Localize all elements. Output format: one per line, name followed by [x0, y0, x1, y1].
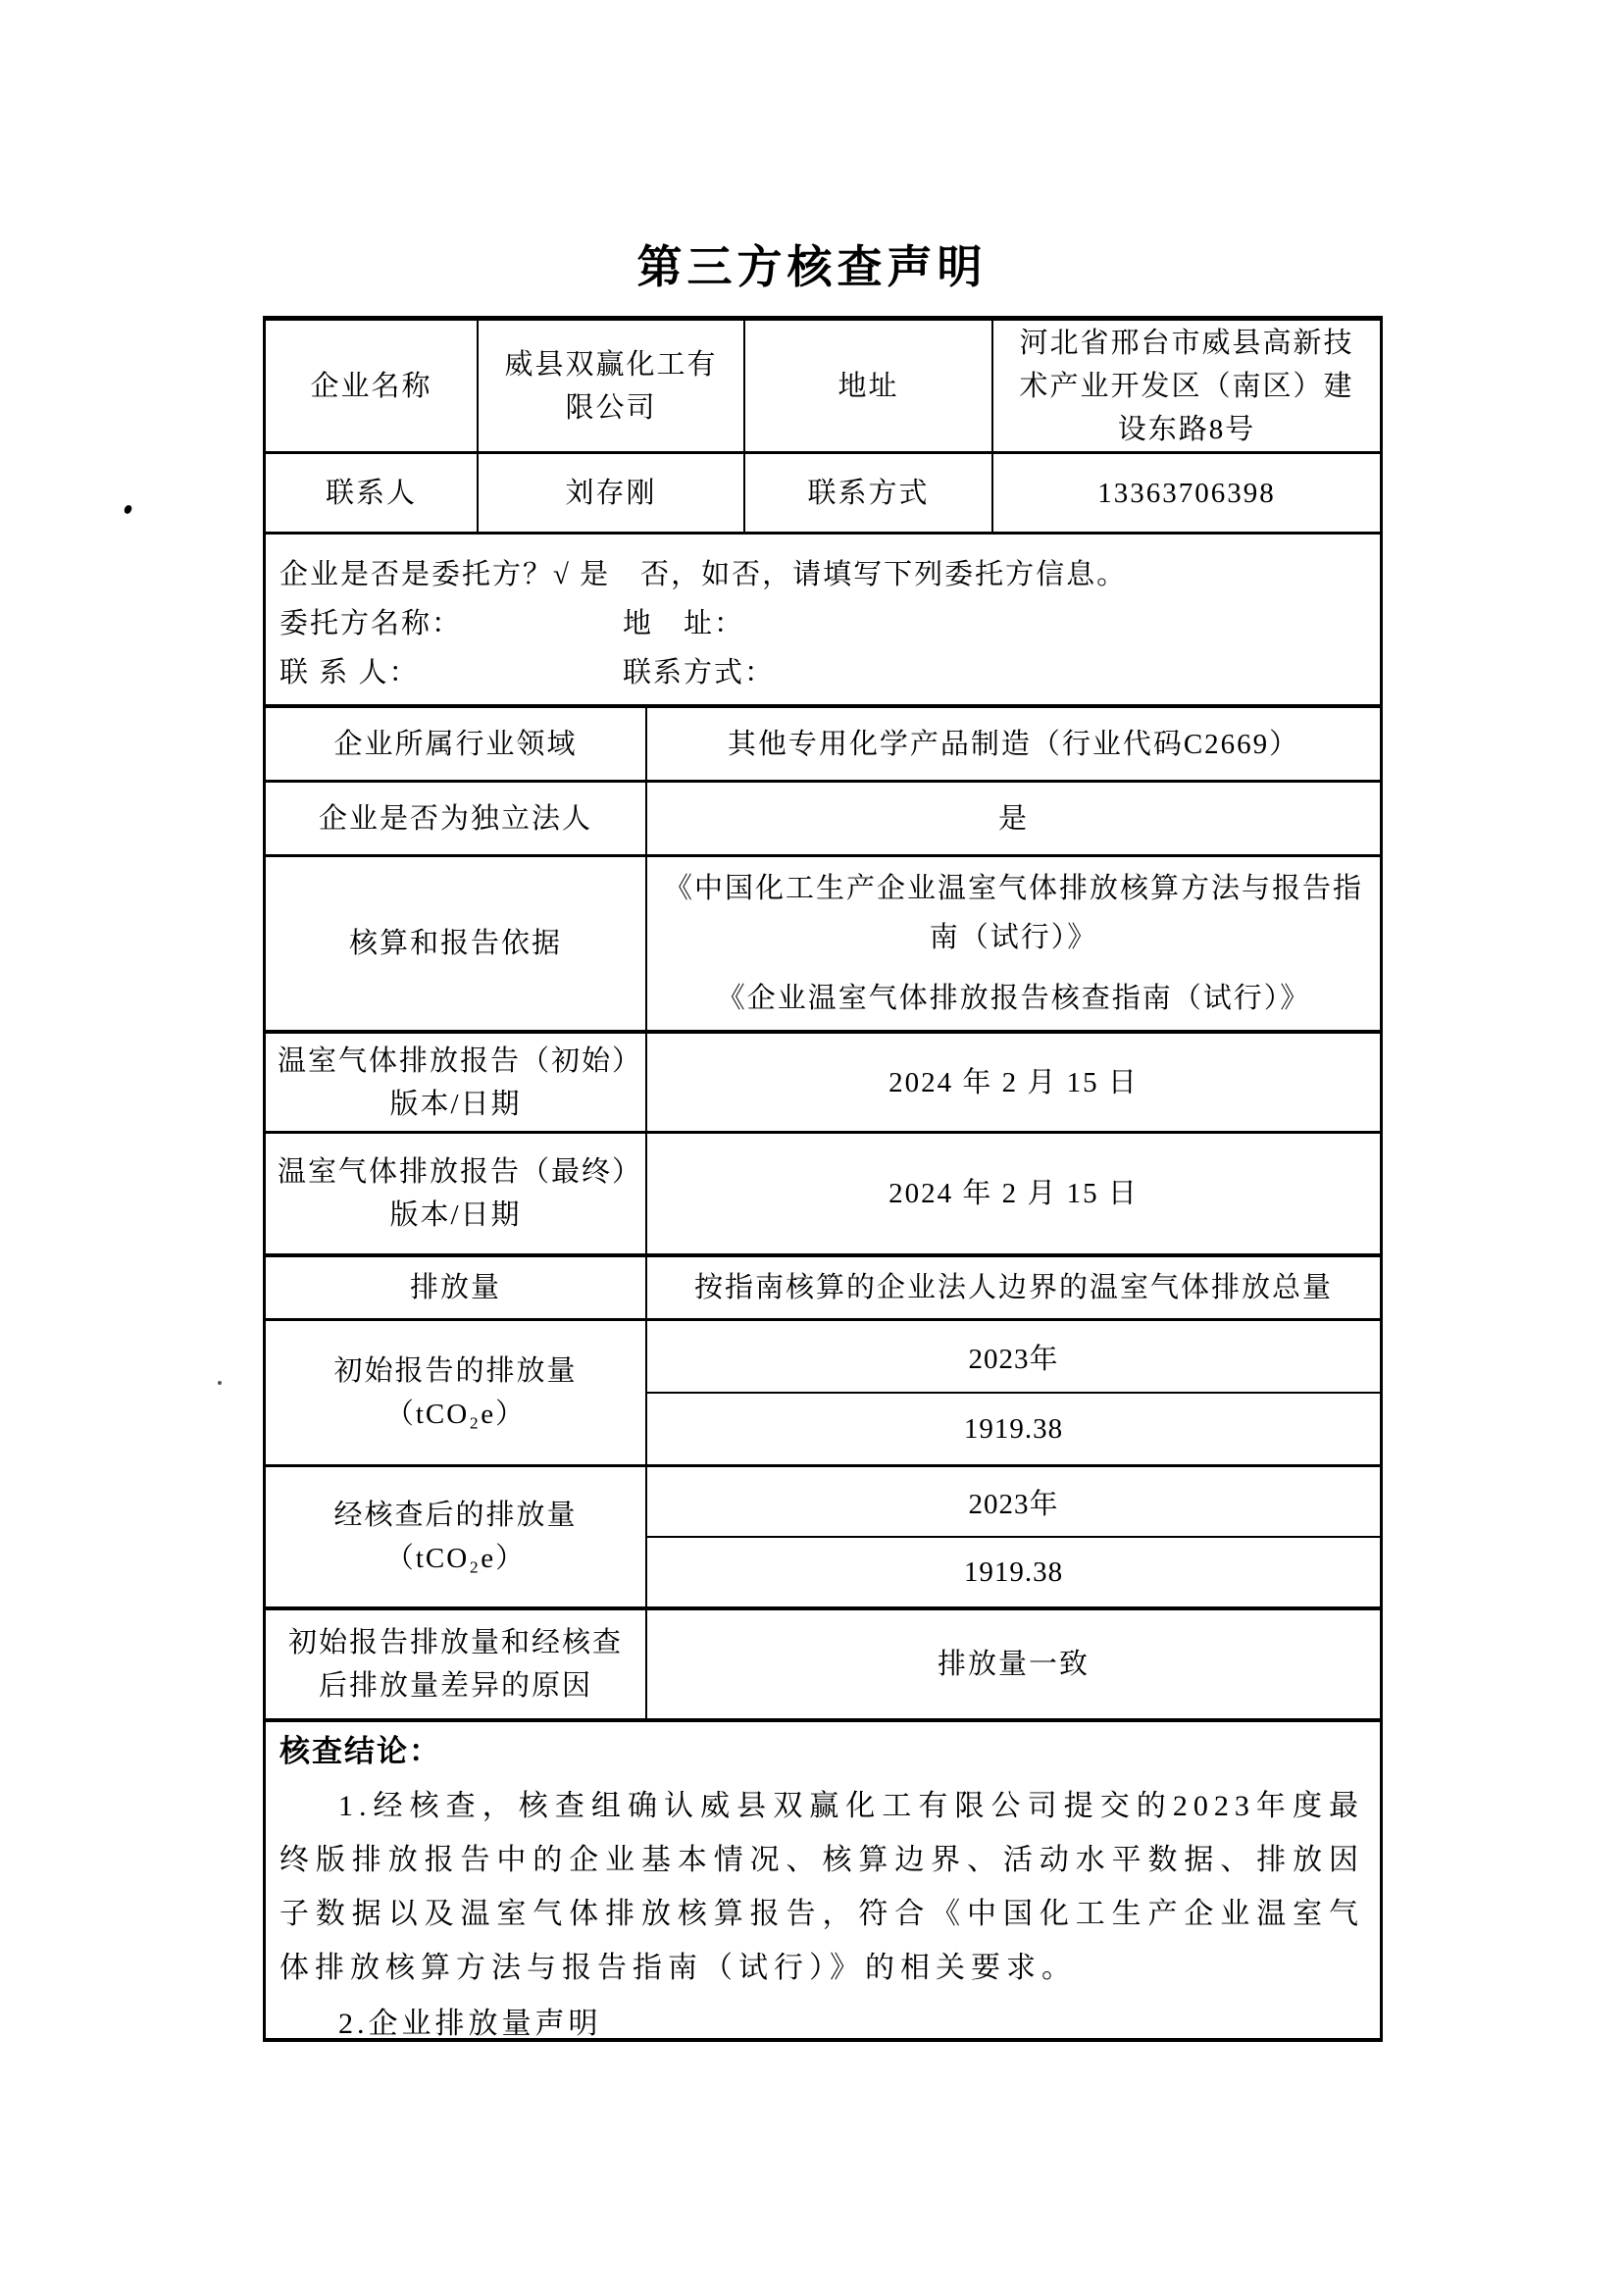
verified-emission-amount: 1919.38 — [647, 1536, 1380, 1606]
report-initial-label-line1: 温室气体排放报告（初始） — [278, 1045, 643, 1077]
phone-label: 联系方式 — [743, 454, 991, 532]
table-row-basis — [266, 854, 1380, 1030]
delegation-block — [266, 535, 1380, 704]
industry-value: 其他专用化学产品制造（行业代码C2669） — [645, 708, 1380, 780]
page-title: 第三方核查声明 — [636, 241, 988, 292]
initial-emission-label-line1: 初始报告的排放量 — [333, 1355, 578, 1387]
verification-table — [263, 316, 1383, 2042]
address-label: 地址 — [743, 321, 991, 451]
delegation-line-name-addr — [279, 599, 1366, 648]
report-final-label-line2: 版本/日期 — [389, 1199, 522, 1231]
table-row-initial-emission — [266, 1318, 1380, 1464]
table-row-emission-scope — [266, 1253, 1380, 1318]
initial-emission-amount: 1919.38 — [647, 1392, 1380, 1464]
table-row-legal-person — [266, 780, 1380, 854]
client-phone-label: 联系方式： — [623, 657, 776, 688]
basis-label: 核算和报告依据 — [348, 928, 562, 959]
verified-emission-label-line1: 经核查后的排放量 — [333, 1500, 578, 1531]
report-initial-label-line2: 版本/日期 — [389, 1088, 522, 1120]
emission-scope-label: 排放量 — [409, 1272, 501, 1303]
legal-person-label: 企业是否为独立法人 — [318, 802, 592, 835]
conclusion-paragraph-2: 2.企业排放量声明 — [338, 2008, 602, 2040]
verified-emission-label-line2: （tCO₂e） — [384, 1543, 527, 1574]
verified-emission-values — [645, 1467, 1380, 1606]
client-contact-label: 联 系 人： — [279, 657, 420, 688]
contact-label: 联系人 — [325, 477, 417, 509]
report-final-date: 2024 年 2 月 15 日 — [645, 1134, 1380, 1253]
report-final-label — [266, 1134, 645, 1253]
initial-emission-values — [645, 1321, 1380, 1464]
client-addr-label: 地 址： — [623, 608, 745, 639]
company-name-label: 企业名称 — [310, 370, 432, 402]
table-row-contact — [266, 451, 1380, 532]
table-row-difference — [266, 1606, 1380, 1718]
basis-guide-1: 《中国化工生产企业温室气体排放核算方法与报告指南（试行）》 — [663, 873, 1363, 953]
phone-value: 13363706398 — [991, 454, 1380, 532]
conclusion-block — [266, 1722, 1380, 2038]
difference-label: 初始报告排放量和经核查后排放量差异的原因 — [287, 1627, 623, 1702]
verified-emission-label — [266, 1467, 645, 1606]
verified-emission-year: 2023年 — [968, 1488, 1059, 1520]
scan-speck-small — [218, 1381, 222, 1385]
contact-value: 刘存刚 — [477, 454, 743, 532]
conclusion-paragraph-1: 1.经核查，核查组确认威县双赢化工有限公司提交的2023年度最终版排放报告中的企业基本情况、核算边界、活动水平数据、排放因子数据以及温室气体排放核算报告，符合《中国化工生产企业温室气体排放核算方法与报告指南（试行）》的相关要求。 — [279, 1790, 1364, 1984]
table-row-company — [266, 321, 1380, 451]
delegation-line-contact-phone — [279, 648, 1366, 697]
table-row-industry — [266, 704, 1380, 780]
conclusion-heading: 核查结论： — [279, 1734, 441, 1768]
initial-emission-label-line2: （tCO₂e） — [384, 1399, 527, 1430]
table-row-verified-emission — [266, 1464, 1380, 1606]
delegation-question: 企业是否是委托方？√ 是 否，如否，请填写下列委托方信息。 — [279, 559, 1128, 590]
industry-label: 企业所属行业领域 — [333, 728, 578, 760]
basis-value — [645, 857, 1380, 1030]
initial-emission-year: 2023年 — [968, 1343, 1059, 1375]
report-initial-label — [266, 1034, 645, 1131]
table-row-report-initial — [266, 1030, 1380, 1131]
report-initial-date: 2024 年 2 月 15 日 — [645, 1034, 1380, 1131]
table-row-conclusion — [266, 1718, 1380, 2038]
initial-emission-label — [266, 1321, 645, 1464]
emission-scope-value: 按指南核算的企业法人边界的温室气体排放总量 — [645, 1257, 1380, 1318]
company-name-value: 威县双赢化工有限公司 — [477, 321, 743, 451]
scan-speck — [124, 504, 132, 515]
legal-person-value: 是 — [645, 783, 1380, 854]
difference-value: 排放量一致 — [645, 1610, 1380, 1718]
table-row-delegation — [266, 532, 1380, 704]
basis-guide-2: 《企业温室气体排放报告核查指南（试行）》 — [716, 983, 1311, 1014]
report-final-label-line1: 温室气体排放报告（最终） — [278, 1156, 643, 1188]
table-row-report-final — [266, 1131, 1380, 1253]
client-name-label: 委托方名称： — [279, 608, 463, 639]
address-value: 河北省邢台市威县高新技术产业开发区（南区）建设东路8号 — [991, 321, 1380, 451]
